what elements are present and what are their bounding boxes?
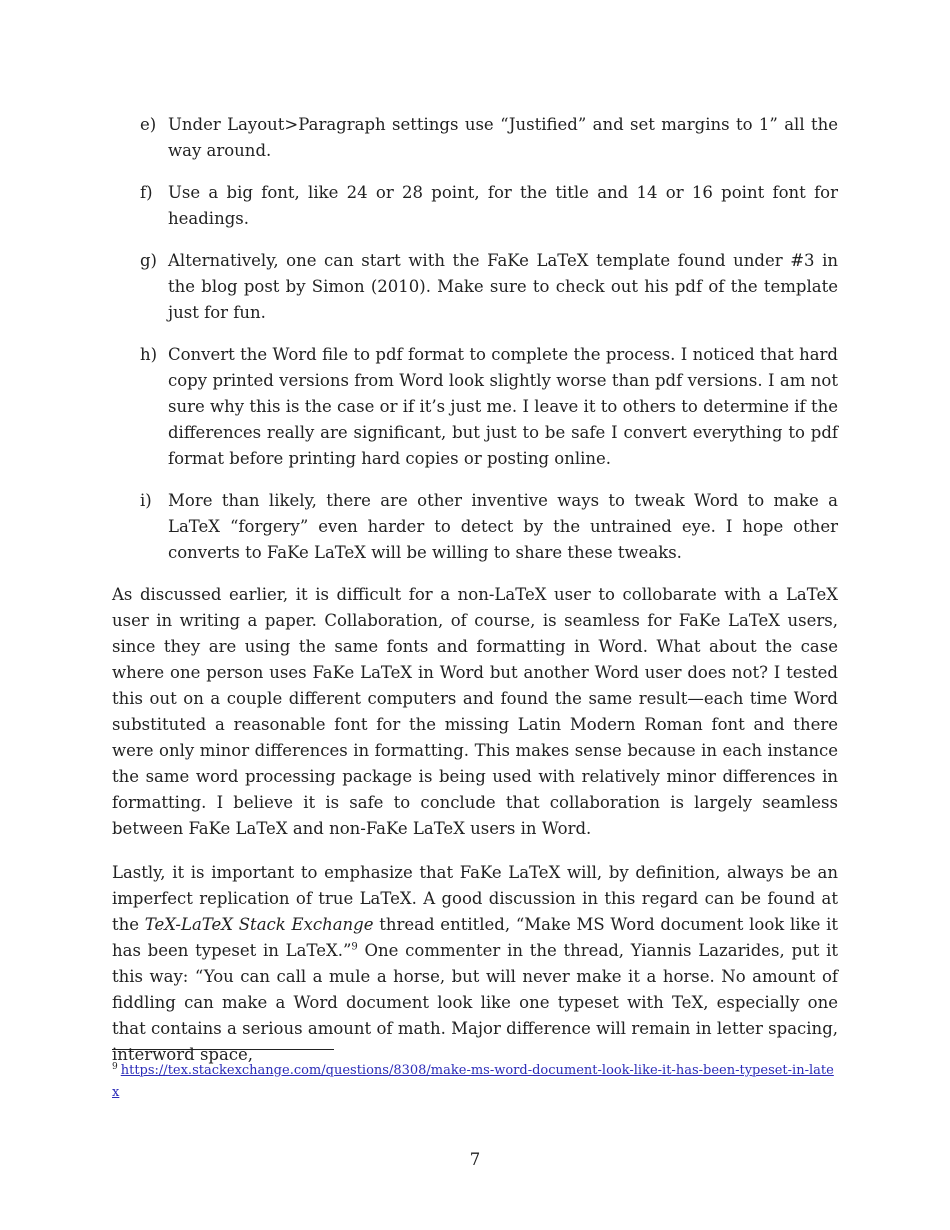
imperfect-replication-paragraph [112,860,838,1068]
list-item [112,342,838,472]
list-item-text: Use a big font, like 24 or 28 point, for the title and 14 or 16 point font for headings. [168,183,838,228]
list-item [112,488,838,566]
main-content [112,112,838,1086]
list-item [112,112,838,164]
list-item-text: More than likely, there are other inventive ways to tweak Word to make a LaTeX “forgery” even harder to detect by the untrained eye. I hope other converts to FaKe LaTeX will be willing to share these tweaks. [168,491,838,562]
list-item [112,248,838,326]
paragraph-text: Lastly, it is important to emphasize that FaKe LaTeX will, by definition, always be an imperfect replication of true LaTeX. A good discussion in this regard can be found at the [112,863,838,934]
paragraph-text: thread entitled, “Make MS Word document look like it has been typeset in LaTeX.” [112,915,838,960]
instruction-list [112,112,838,566]
footnote [112,1060,838,1104]
list-item-text: Convert the Word file to pdf format to complete the process. I noticed that hard copy printed versions from Word look slightly worse than pdf versions. I am not sure why this is the case or if it’s just me. I leave it to others to determine if the differences really are significant, but just to be safe I convert everything to pdf format before printing hard copies or posting online. [168,345,838,468]
footnote-divider [112,1049,334,1050]
list-marker: g) [140,251,157,270]
list-marker: h) [140,345,158,364]
list-marker: f) [140,183,153,202]
list-item-text: Alternatively, one can start with the FaKe LaTeX template found under #3 in the blog post by Simon (2010). Make sure to check out his pdf of the template just for fun. [168,251,838,322]
collaboration-paragraph: As discussed earlier, it is difficult for a non-LaTeX user to collobarate with a LaTeX user in writing a paper. Collaboration, of course, is seamless for FaKe LaTeX users, since they are using the same fonts and formatting in Word. What about the case where one person uses FaKe LaTeX in Word but another Word user does not? I tested this out on a couple different computers and found the same result—each time Word substituted a reasonable font for the missing Latin Modern Roman font and there were only minor differences in formatting. This makes sense because in each instance the same word processing package is being used with relatively minor differences in formatting. I believe it is safe to conclude that collaboration is largely seamless between FaKe LaTeX and non-FaKe LaTeX users in Word. [112,585,838,838]
list-item [112,180,838,232]
footnote-number: 9 [112,1061,118,1072]
list-item-text: Under Layout>Paragraph settings use “Justified” and set margins to 1” all the way around. [168,115,838,160]
list-marker: i) [140,491,152,510]
footnote-link[interactable]: https://tex.stackexchange.com/questions/8308/make-ms-word-document-look-like-it-has-been-typeset-in-latex [112,1063,834,1100]
footnote-reference[interactable]: 9 [351,941,358,953]
page-number: 7 [469,1150,481,1169]
paragraph-text: One commenter in the thread, Yiannis Lazarides, put it this way: “You can call a mule a horse, but will never make it a horse. No amount of fiddling can make a Word document look like one typeset with TeX, especially one that contains a serious amount of math. Major difference will remain in letter spacing, interword space, [112,941,838,1064]
list-marker: e) [140,115,157,134]
stack-exchange-name: TeX-LaTeX Stack Exchange [144,915,374,934]
